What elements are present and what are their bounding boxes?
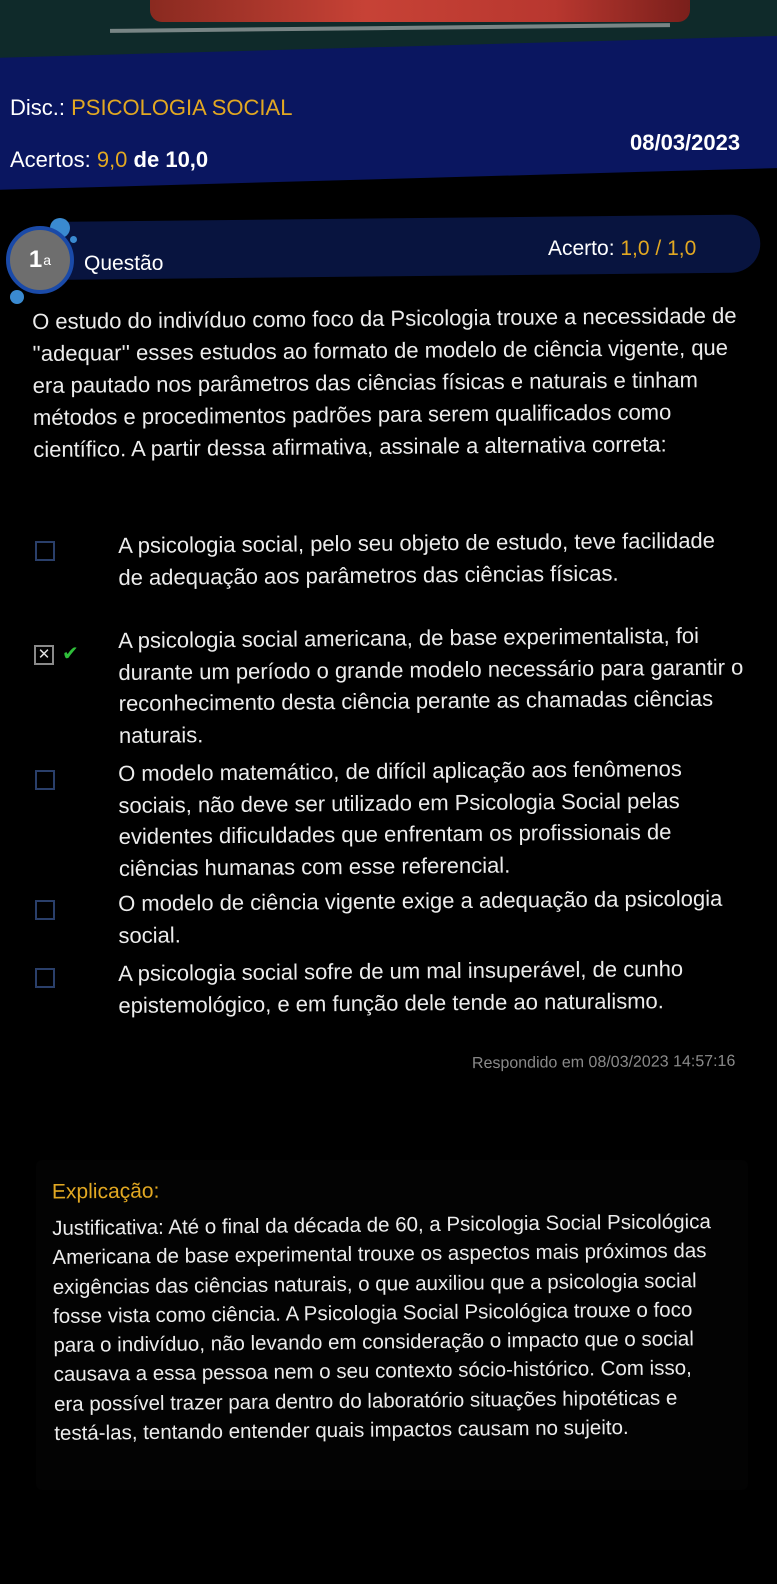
option-b-text[interactable]: A psicologia social americana, de base experimentalista, foi durante um período o grande modelo necessário para garantir o reconhecimento desta ciência perante as chamadas ciências naturais. xyxy=(118,622,744,748)
option-checkbox-a[interactable] xyxy=(35,541,55,561)
question-number-badge xyxy=(6,226,74,294)
option-checkbox-b[interactable] xyxy=(34,645,54,665)
option-e-text[interactable]: A psicologia social sofre de um mal insuperável, de cunho epistemológico, e em função dele tende ao naturalismo. xyxy=(118,956,684,1018)
banner-art xyxy=(150,0,690,22)
option-a-text[interactable]: A psicologia social, pelo seu objeto de estudo, teve facilidade de adequação aos parâmetros das ciências físicas. xyxy=(118,527,716,590)
disc-name: PSICOLOGIA SOCIAL xyxy=(71,95,293,120)
acertos-total: de 10,0 xyxy=(133,147,209,172)
question-statement: O estudo do indivíduo como foco da Psicologia trouxe a necessidade de ''adequar'' esses estudos ao formato de modelo de ciência vigente, que era pautado nos parâmetros das ciências físicas e naturais e tinham métodos e procedimentos padrões para serem qualificados como científico. A partir dessa afirmativa, assinale a alternativa correta: xyxy=(32,302,737,462)
option-checkbox-c[interactable] xyxy=(35,770,55,790)
option-d-text[interactable]: O modelo de ciência vigente exige a adequação da psicologia social. xyxy=(118,885,723,948)
acertos-line xyxy=(10,147,208,173)
decor-dot xyxy=(70,236,77,243)
explanation-title: Explicação: xyxy=(51,1179,160,1204)
acertos-score: 9,0 xyxy=(96,147,128,172)
score-total: / 1,0 xyxy=(655,237,697,260)
x-mark-icon: ✕ xyxy=(37,646,51,663)
discipline-line xyxy=(10,95,292,121)
question-number: 1 xyxy=(28,246,43,273)
decor-dot xyxy=(10,290,24,304)
option-c-text[interactable]: O modelo matemático, de difícil aplicação aos fenômenos sociais, não deve ser utilizado em Psicologia Social pelas evidentes dificuldades que enfrentam os profissionais de ciências humanas com esse referencial. xyxy=(118,756,682,881)
exam-date: 08/03/2023 xyxy=(630,130,741,155)
option-checkbox-d[interactable] xyxy=(35,900,55,920)
acertos-label: Acertos: xyxy=(10,147,91,172)
banner-line xyxy=(110,23,670,33)
score-label: Acerto: xyxy=(548,237,615,260)
question-ordinal: a xyxy=(43,252,52,268)
question-score xyxy=(548,237,696,261)
answered-timestamp: Respondido em 08/03/2023 14:57:16 xyxy=(471,1052,736,1073)
checkmark-icon: ✔ xyxy=(62,643,79,665)
explanation-text: Justificativa: Até o final da década de 60, a Psicologia Social Psicológica Americana de base experimental trouxe os aspectos mais próximos das exigências das ciências naturais, o que auxiliou que a psicologia social fosse vista como ciência. A Psicologia Social Psicológica trouxe o foco para o indivíduo, não levando em consideração o impacto que o social causava a essa pessoa nem o seu contexto sócio-histórico. Com isso, era possível trazer para dentro do laboratório situações hipotéticas e testá-las, tentando entender quais impactos causam no sujeito. xyxy=(52,1210,711,1446)
option-checkbox-e[interactable] xyxy=(35,968,55,988)
disc-label: Disc.: xyxy=(10,95,65,120)
question-label: Questão xyxy=(84,252,164,275)
score-value: 1,0 xyxy=(620,237,650,260)
